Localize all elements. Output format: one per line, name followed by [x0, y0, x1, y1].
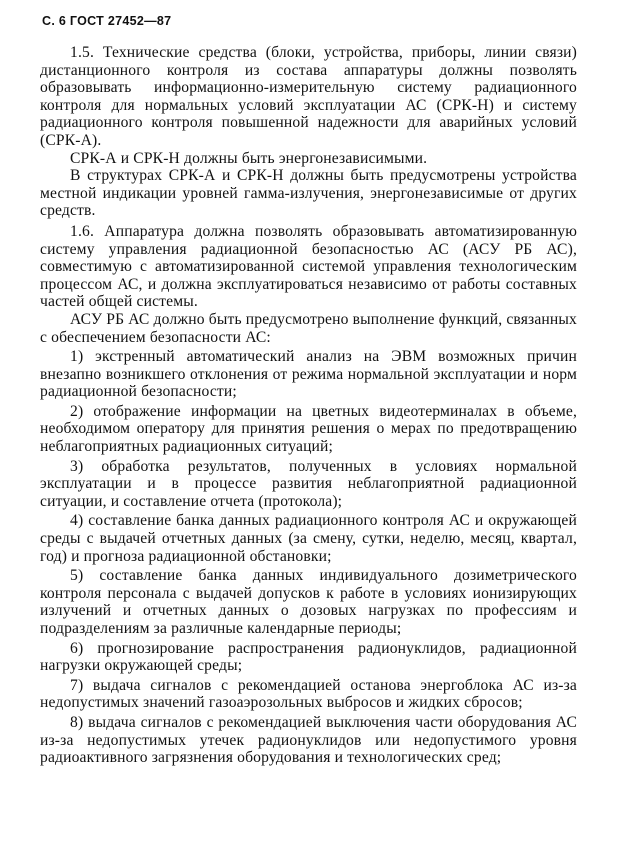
list-item-5: 5) составление банка данных индивидуального дозиметрического контроля персонала с выдачей допусков к работе в условиях ионизирующих излучений и отчетных данных о дозовых нагрузках по профессиям и подразделениям за различные календарные периоды;: [40, 567, 577, 637]
paragraph-1-6: 1.6. Аппаратура должна позволять образовывать автоматизированную систему управления радиационной безопасностью АС (АСУ РБ АС), совместимую с автоматизированной системой управления технологическим процессом АС, и должна эксплуатироваться независимо от работы составных частей общей системы.: [40, 222, 577, 311]
list-item-1: 1) экстренный автоматический анализ на ЭВМ возможных причин внезапно возникшего отклонения от режима нормальной эксплуатации и норм радиационной безопасности;: [40, 348, 577, 401]
list-item-4: 4) составление банка данных радиационного контроля АС и окружающей среды с выдачей отчетных данных (за смену, сутки, неделю, месяц, квартал, год) и прогноза радиационной обстановки;: [40, 512, 577, 565]
list-item-2: 2) отображение информации на цветных видеотерминалах в объеме, необходимом оператору для принятия решения о мерах по предотвращению неблагоприятных радиационных ситуаций;: [40, 402, 577, 456]
list-item-6: 6) прогнозирование распространения радионуклидов, радиационной нагрузки окружающей среды;: [40, 639, 577, 675]
list-item-3: 3) обработка результатов, полученных в условиях нормальной эксплуатации и в процессе развития неблагоприятной радиационной ситуации, и составление отчета (протокола);: [40, 457, 577, 510]
page-header: С. 6 ГОСТ 27452—87: [42, 14, 172, 28]
paragraph-energy-independence: СРК-А и СРК-Н должны быть энергонезависимыми.: [70, 149, 428, 167]
paragraph-local-indication: В структурах СРК-А и СРК-Н должны быть предусмотрены устройства местной индикации уровней гамма-излучения, энергонезависимые от других средств.: [40, 167, 577, 220]
paragraph-1-5: 1.5. Технические средства (блоки, устройства, приборы, линии связи) дистанционного контроля из состава аппаратуры должны позволять образовывать информационно-измерительную систему радиационного контроля для нормальных условий эксплуатации АС (СРК-Н) и систему радиационного контроля повышенной надежности для аварийных условий (СРК-А).: [40, 44, 577, 149]
list-item-8: 8) выдача сигналов с рекомендацией выключения части оборудования АС из-за недопустимых утечек радионуклидов или недопустимого уровня радиоактивного загрязнения оборудования и технологических сред;: [40, 713, 577, 767]
paragraph-functions-intro: АСУ РБ АС должно быть предусмотрено выполнение функций, связанных с обеспечением безопасности АС:: [40, 310, 577, 346]
list-item-7: 7) выдача сигналов с рекомендацией останова энергоблока АС из-за недопустимых значений газоаэрозольных выбросов и жидких сбросов;: [40, 676, 577, 712]
